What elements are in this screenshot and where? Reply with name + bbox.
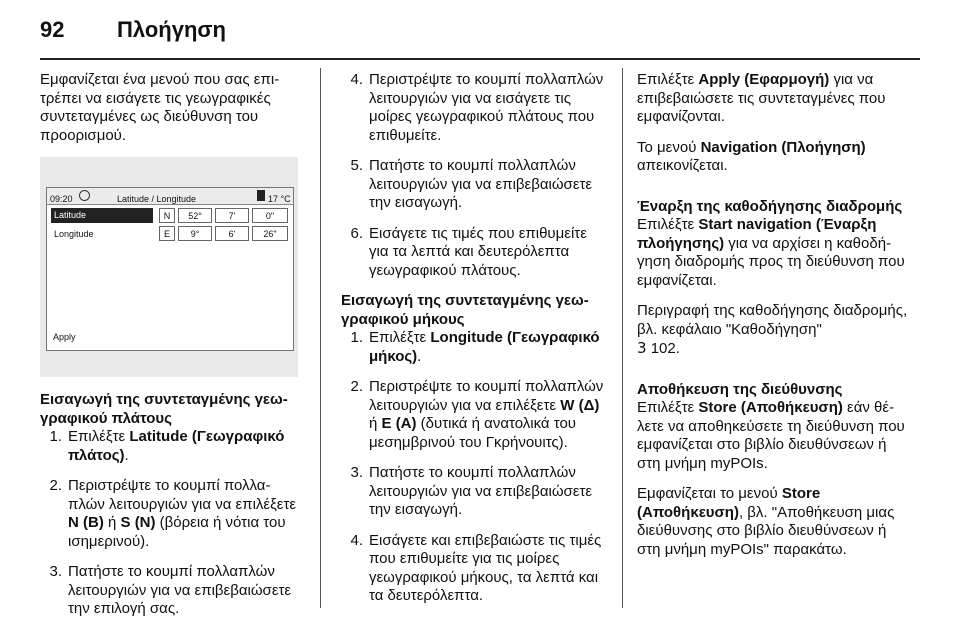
step-text: ή	[103, 514, 121, 531]
step-text: Επιλέξτε	[68, 428, 130, 445]
coord-cell[interactable]: N	[159, 208, 175, 223]
step-text: Εισάγετε και επιβεβαιώστε τις τιμές που επιθυμείτε για τις μοίρες γεωγραφικού μήκους, τα λεπτά και τα δευτερόλεπτα.	[369, 531, 602, 604]
paragraph	[637, 216, 909, 290]
coord-cell[interactable]: 9°	[178, 226, 212, 241]
list-item	[341, 225, 605, 281]
step-list	[40, 428, 302, 619]
menu-label: Latitude (Γεωγραφικό πλάτος)	[68, 428, 285, 464]
paragraph	[637, 485, 909, 559]
list-item	[40, 563, 302, 619]
body-text: για να επιβεβαιώσετε τις συντεταγμένες που εμφανίζονται.	[637, 71, 886, 125]
screen-time: 09:20	[50, 194, 73, 204]
step-list	[341, 71, 605, 280]
step-text: Πατήστε το κουμπί πολλαπλών λειτουργιών για να επιβεβαιώσετε την εισαγωγή.	[369, 157, 593, 211]
menu-label: N (B)	[68, 514, 104, 531]
option-list	[51, 208, 153, 246]
step-text: ή	[369, 415, 382, 432]
body-text: απεικονίζεται.	[637, 157, 728, 174]
menu-label: Start navigation (Έναρξη πλοήγησης)	[637, 216, 877, 252]
menu-label: Apply (Εφαρμογή)	[698, 71, 830, 88]
column-divider	[320, 68, 321, 608]
clock-icon	[79, 190, 90, 201]
body-text: εάν θέλετε να αποθηκεύσετε τη διεύθυνση που εμφανίζεται στο βιβλίο διευθύνσεων ή στη μνήμη myPOIs.	[637, 399, 905, 472]
apply-button[interactable]: Apply	[53, 331, 76, 342]
step-text: Περιστρέψτε το κουμπί πολλαπλών λειτουργιών για να επιλέξετε	[68, 477, 297, 513]
step-number: 2.	[350, 378, 363, 395]
body-text: Περιγραφή της καθοδήγησης διαδρομής, βλ. κεφάλαιο "Καθοδήγηση"	[637, 302, 908, 338]
body-text: , βλ. "Αποθήκευση μιας διεύθυνσης στο βιβλίο διευθύνσεων ή στη μνήμη myPOIs" παρακάτω.	[637, 503, 895, 558]
body-text: Εμφανίζεται το μενού	[637, 485, 782, 502]
menu-label: Longitude (Γεωγραφικό μήκος)	[369, 329, 600, 365]
menu-label: W (Δ)	[560, 396, 600, 414]
step-number: 1.	[49, 428, 62, 445]
coord-cell[interactable]: 6'	[215, 226, 249, 241]
column-3	[637, 71, 909, 571]
step-text: Πατήστε το κουμπί πολλαπλών λειτουργιών για να επιβεβαιώσετε την επιλογή σας.	[68, 563, 292, 617]
page-reference-arrow-icon: 3	[637, 339, 647, 357]
screen-title: Latitude / Longitude	[117, 194, 197, 204]
step-text: (δυτικά ή ανατολικά του μεσημβρινού του Γκρήνουιτς).	[369, 415, 577, 451]
body-text: Επιλέξτε	[637, 216, 699, 233]
body-text: Το μενού	[637, 138, 701, 156]
menu-label: Store (Αποθήκευση)	[637, 485, 821, 521]
step-number: 6.	[350, 224, 363, 242]
page-reference-link[interactable]: 102.	[646, 340, 680, 357]
step-text: Περιστρέψτε το κουμπί πολλαπλών λειτουργιών για να εισάγετε τις μοίρες γεωγραφικού πλάτους που επιθυμείτε.	[369, 71, 604, 144]
option-longitude[interactable]: Longitude	[54, 229, 94, 239]
column-divider	[622, 68, 623, 608]
body-text: για να αρχίσει η καθοδήγηση διαδρομής προς τη διεύθυνση που εμφανίζεται.	[637, 234, 905, 289]
list-item	[341, 329, 605, 366]
list-item	[341, 532, 605, 606]
page-number: 92	[40, 17, 65, 42]
paragraph	[637, 399, 909, 473]
column-2	[341, 71, 605, 618]
step-number: 3.	[49, 563, 62, 580]
list-item	[40, 477, 302, 551]
thermometer-icon	[257, 190, 265, 201]
step-text: (βόρεια ή νότια του ισημερινού).	[68, 514, 286, 550]
section-heading: Εισαγωγή της συντεταγμένης γεωγραφικού μήκους	[341, 292, 589, 328]
menu-label: E (A)	[381, 415, 417, 432]
section-heading: Έναρξη της καθοδήγησης διαδρομής	[637, 197, 903, 215]
coord-row-lon	[159, 226, 291, 241]
step-number: 2.	[49, 477, 62, 494]
body-text: Επιλέξτε	[637, 399, 699, 416]
step-text: Πατήστε το κουμπί πολλαπλών λειτουργιών για να επιβεβαιώσετε την εισαγωγή.	[369, 464, 593, 518]
latlon-screen	[46, 187, 294, 351]
coord-cell[interactable]: 52°	[178, 208, 212, 223]
step-number: 4.	[350, 71, 363, 88]
step-text: Εισάγετε τις τιμές που επιθυμείτε για τα λεπτά και δευτερόλεπτα γεωγραφικού πλάτους.	[369, 224, 587, 279]
list-item	[341, 378, 605, 452]
header-rule	[40, 58, 920, 60]
page-title: Πλοήγηση	[117, 17, 226, 42]
screen-figure	[40, 157, 298, 377]
section-heading: Αποθήκευση της διεύθυνσης	[637, 380, 843, 398]
list-item	[341, 71, 605, 145]
step-text: Περιστρέψτε το κουμπί πολλαπλών λειτουργιών για να επιλέξετε	[369, 378, 604, 414]
screen-status-bar	[47, 188, 293, 205]
step-list	[341, 329, 605, 606]
option-latitude[interactable]: Latitude	[51, 208, 153, 223]
coordinate-grid	[159, 208, 291, 244]
coord-cell[interactable]: 0"	[252, 208, 288, 223]
menu-label: Store (Αποθήκευση)	[698, 399, 843, 416]
intro-paragraph: Εμφανίζεται ένα μενού που σας επιτρέπει να εισάγετε τις γεωγραφικές συντεταγμένες ως διεύθυνση του προορισμού.	[40, 71, 280, 144]
paragraph	[637, 139, 909, 176]
paragraph	[637, 302, 909, 359]
step-number: 5.	[350, 157, 363, 174]
step-number: 4.	[350, 531, 363, 549]
body-text: Επιλέξτε	[637, 71, 699, 88]
step-text: Επιλέξτε	[369, 329, 431, 346]
step-number: 3.	[350, 464, 363, 481]
step-text: .	[124, 446, 129, 464]
list-item	[40, 428, 302, 465]
step-number: 1.	[350, 329, 363, 346]
coord-cell[interactable]: 26"	[252, 226, 288, 241]
list-item	[341, 464, 605, 520]
section-heading: Εισαγωγή της συντεταγμένης γεωγραφικού πλάτους	[40, 391, 288, 427]
coord-row-lat	[159, 208, 291, 223]
step-text: .	[417, 347, 422, 365]
column-1	[40, 71, 302, 631]
menu-label: S (N)	[120, 514, 156, 531]
screen-temp: 17 °C	[268, 194, 291, 204]
paragraph	[637, 71, 909, 127]
menu-label: Navigation (Πλοήγηση)	[700, 138, 866, 156]
coord-cell[interactable]: 7'	[215, 208, 249, 223]
page-header	[0, 0, 960, 60]
list-item	[341, 157, 605, 213]
coord-cell[interactable]: E	[159, 226, 175, 241]
